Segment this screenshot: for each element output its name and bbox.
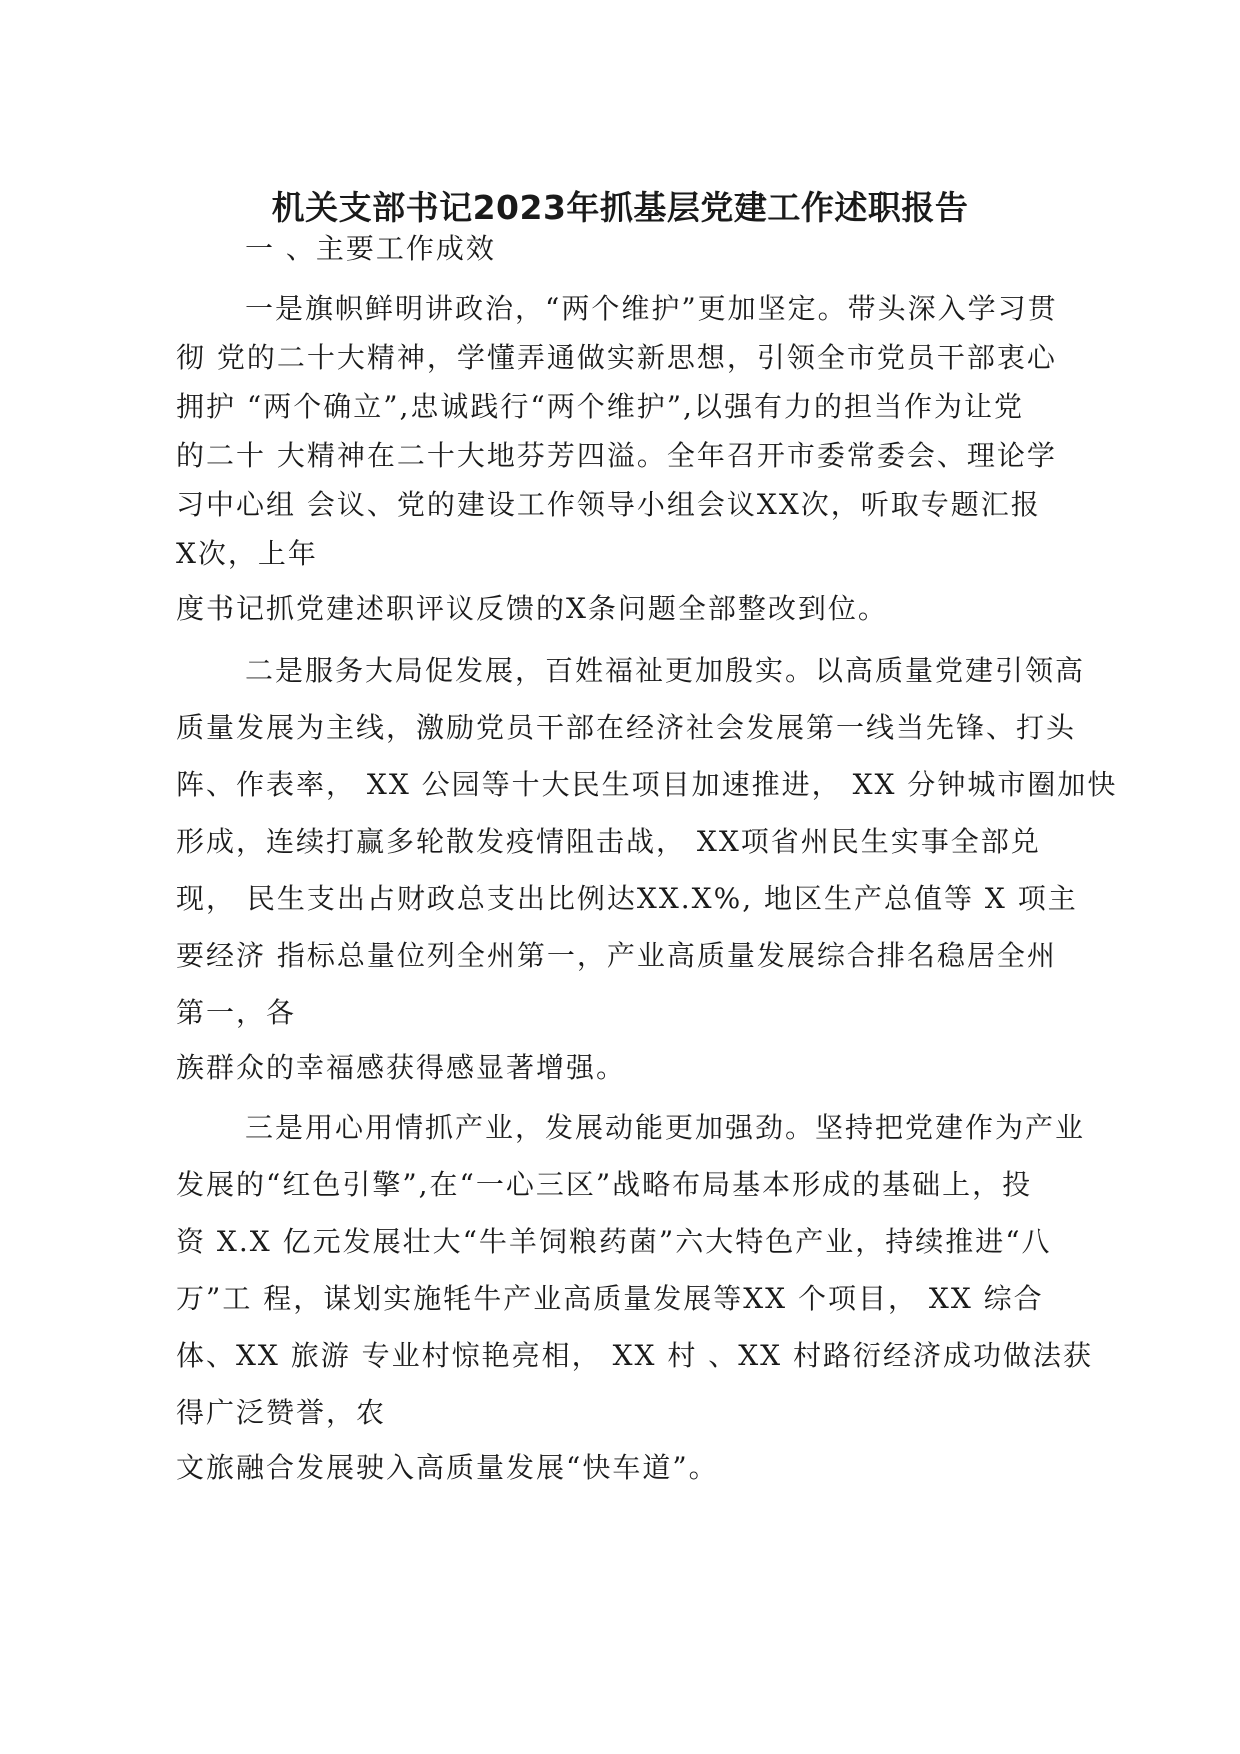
paragraph-2-line-6: 要经济 指标总量位列全州第一，产业高质量发展综合排名稳居全州 xyxy=(176,939,1057,972)
paragraph-1-line-4: 的二十 大精神在二十大地芬芳四溢。全年召开市委常委会、理论学 xyxy=(176,439,1057,472)
paragraph-2-line-2: 质量发展为主线，激励党员干部在经济社会发展第一线当先锋、打头 xyxy=(176,711,1077,744)
paragraph-2-line-5: 现， 民生支出占财政总支出比例达XX.X%, 地区生产总值等 X 项主 xyxy=(176,882,1078,915)
paragraph-2-line-4: 形成，连续打赢多轮散发疫情阻击战， XX项省州民生实事全部兑 xyxy=(176,825,1041,858)
paragraph-2-line-7: 第一，各 xyxy=(176,996,297,1029)
paragraph-1-line-3: 拥护 “两个确立”,忠诚践行“两个维护”,以强有力的担当作为让党 xyxy=(176,390,1024,423)
paragraph-1-line-2: 彻 党的二十大精神，学懂弄通做实新思想，引领全市党员干部衷心 xyxy=(176,341,1057,374)
paragraph-1-line-1: 一是旗帜鲜明讲政治，“两个维护”更加坚定。带头深入学习贯 xyxy=(245,292,1058,325)
paragraph-2-line-1: 二是服务大局促发展，百姓福祉更加殷实。以高质量党建引领高 xyxy=(245,654,1086,687)
paragraph-3-line-7: 文旅融合发展驶入高质量发展“快车道”。 xyxy=(176,1451,719,1484)
paragraph-1-line-6: X次，上年 xyxy=(176,537,318,570)
paragraph-1-line-5: 习中心组 会议、党的建设工作领导小组会议XX次，听取专题汇报 xyxy=(176,488,1041,521)
paragraph-3-line-5: 体、XX 旅游 专业村惊艳亮相， XX 村 、XX 村路衍经济成功做法获 xyxy=(176,1339,1094,1372)
section-heading: 一 、主要工作成效 xyxy=(245,232,496,265)
paragraph-3-line-3: 资 X.X 亿元发展壮大“牛羊饲粮药菌”六大特色产业，持续推进“八 xyxy=(176,1225,1052,1258)
paragraph-2-line-8: 族群众的幸福感获得感显著增强。 xyxy=(176,1051,627,1084)
paragraph-3-line-2: 发展的“红色引擎”,在“一心三区”战略布局基本形成的基础上，投 xyxy=(176,1168,1033,1201)
paragraph-3-line-1: 三是用心用情抓产业，发展动能更加强劲。坚持把党建作为产业 xyxy=(245,1111,1086,1144)
paragraph-3-line-4: 万”工 程，谋划实施牦牛产业高质量发展等XX 个项目， XX 综合 xyxy=(176,1282,1044,1315)
paragraph-1-line-7: 度书记抓党建述职评议反馈的X条问题全部整改到位。 xyxy=(176,592,888,625)
paragraph-3-line-6: 得广泛赞誉，农 xyxy=(176,1396,387,1429)
paragraph-2-line-3: 阵、作表率， XX 公园等十大民生项目加速推进， XX 分钟城市圈加快 xyxy=(176,768,1118,801)
document-title: 机关支部书记2023年抓基层党建工作述职报告 xyxy=(271,188,969,227)
